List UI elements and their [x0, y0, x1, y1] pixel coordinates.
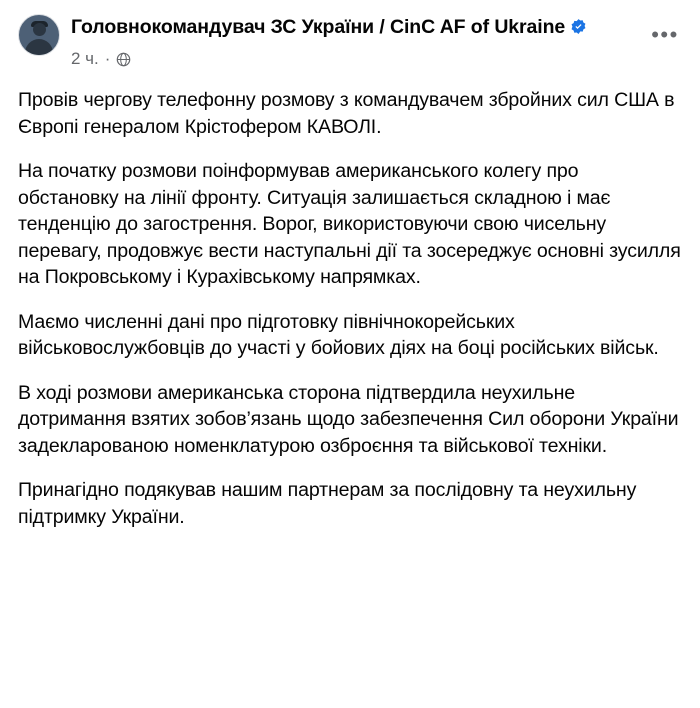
- post-timestamp[interactable]: 2 ч.: [71, 49, 99, 68]
- avatar-body: [25, 39, 53, 56]
- avatar-head: [33, 23, 46, 36]
- avatar[interactable]: [18, 14, 60, 56]
- post-paragraph: На початку розмови поінформував американського колегу про обстановку на лінії фронту. Ситуація залишається складною і має тенденцію до загострення. Ворог, використовуючи свою чисельну перевагу, продовжує вести наступальні дії та зосереджує основні зусилля на Покровському і Курахівському напрямках.: [18, 160, 681, 288]
- verified-badge-icon: [570, 17, 587, 34]
- post-paragraph: В ході розмови американська сторона підтвердила неухильне дотримання взятих зобов’язань щодо забезпечення Сил оборони України задекларованою номенклатурою озброєння та військової техніки.: [18, 381, 679, 457]
- post-header: [18, 10, 682, 69]
- post-paragraph: Принагідно подякував нашим партнерам за послідовну та неухильну підтримку України.: [18, 479, 637, 528]
- page-name-label: Головнокомандувач ЗС України / CinC AF of Ukraine: [71, 16, 566, 38]
- page-name[interactable]: [71, 15, 648, 40]
- post-more-options-button[interactable]: •••: [651, 22, 679, 47]
- post-paragraph: Провів чергову телефонну розмову з командувачем збройних сил США в Європі генералом Крістофером КАВОЛІ.: [18, 89, 675, 138]
- post-body: [18, 87, 682, 530]
- globe-icon[interactable]: [116, 52, 131, 67]
- post-header-text: [71, 14, 648, 69]
- post-paragraph: Маємо численні дані про підготовку північнокорейських військовослужбовців до участі у бойових діях на боці російських військ.: [18, 310, 659, 359]
- post-meta: [71, 49, 648, 69]
- meta-separator: ·: [104, 49, 111, 68]
